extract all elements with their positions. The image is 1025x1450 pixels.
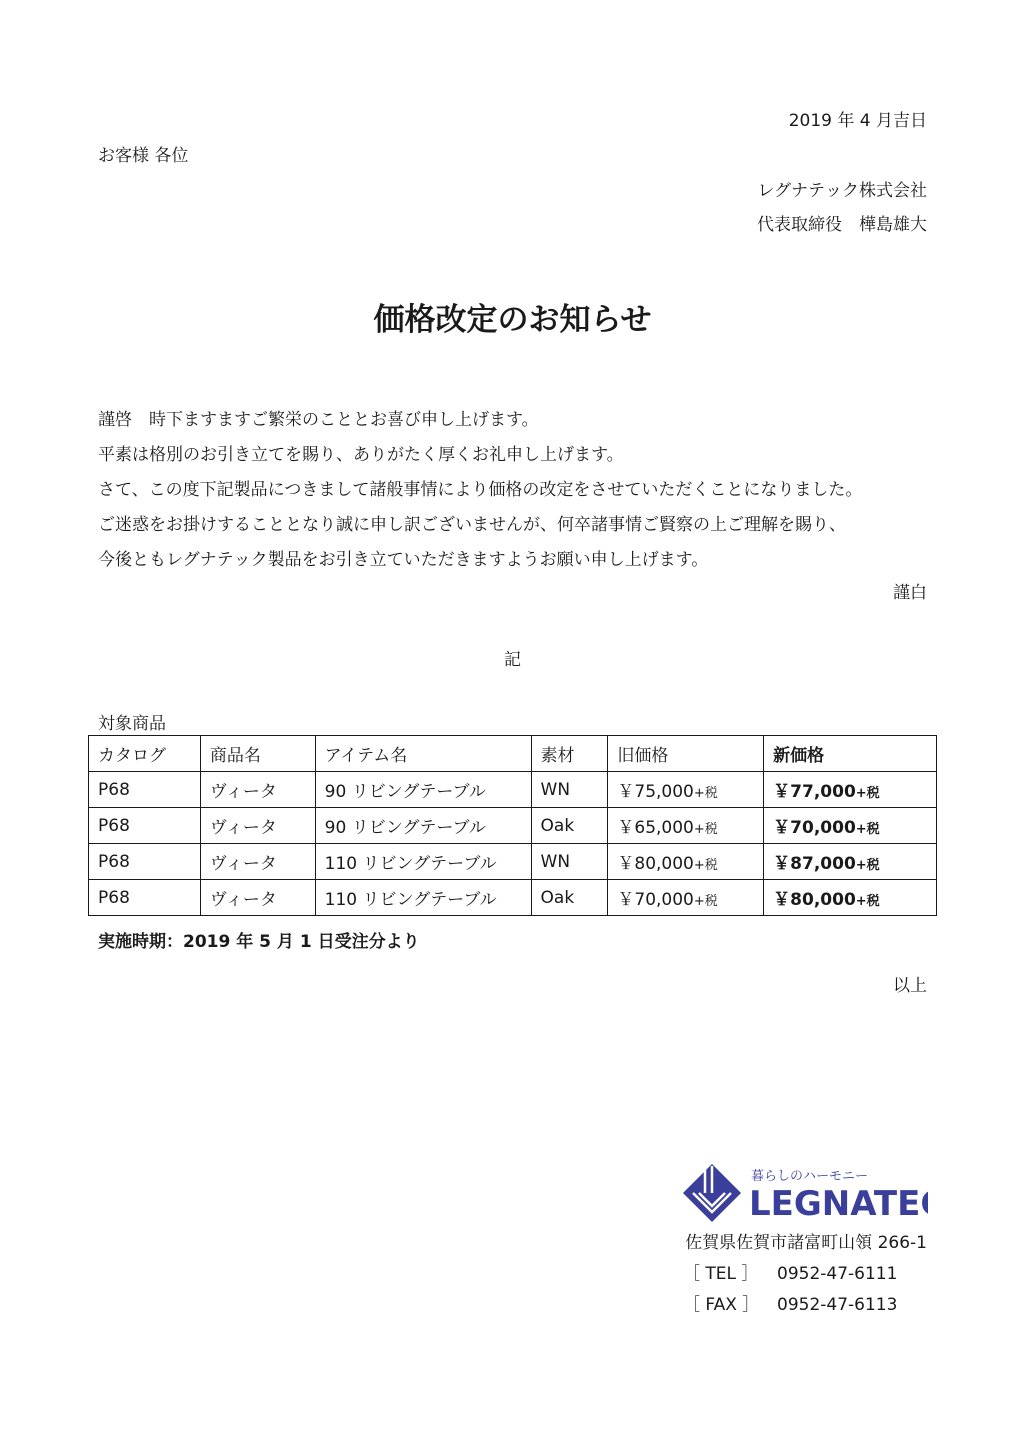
material-cell: Oak	[531, 880, 608, 916]
implementation-date: 実施時期：2019 年 5 月 1 日受注分より	[98, 932, 420, 952]
header-product: 商品名	[200, 736, 315, 772]
catalog-cell: P68	[89, 880, 201, 916]
old-price-cell	[608, 844, 764, 880]
table-row	[89, 772, 937, 808]
catalog-cell: P68	[89, 808, 201, 844]
new-price-cell	[764, 772, 937, 808]
closing-ijou: 以上	[893, 976, 927, 996]
tax-suffix: +税	[693, 786, 718, 801]
item-cell: 110 リビングテーブル	[315, 880, 531, 916]
product-cell: ヴィータ	[200, 808, 315, 844]
fax-line	[683, 1290, 897, 1315]
sender-company: レグナテック株式会社	[757, 181, 927, 201]
new-price: ￥87,000	[773, 854, 856, 874]
table-header-row	[89, 736, 937, 772]
product-cell: ヴィータ	[200, 880, 315, 916]
tel-line	[683, 1259, 897, 1284]
closing-keihaku: 謹白	[893, 583, 927, 603]
header-new-price: 新価格	[764, 736, 937, 772]
table-row	[89, 844, 937, 880]
legnatec-logo-icon	[683, 1160, 928, 1230]
body-line: 今後ともレグナテック製品をお引き立ていただきますようお願い申し上げます。	[98, 550, 709, 570]
body-line: さて、この度下記製品につきまして諸般事情により価格の改定をさせていただくことになりました。	[98, 480, 863, 500]
table-row	[89, 808, 937, 844]
header-item: アイテム名	[315, 736, 531, 772]
header-catalog: カタログ	[89, 736, 201, 772]
recipient: お客様 各位	[98, 146, 189, 166]
catalog-cell: P68	[89, 844, 201, 880]
table-row	[89, 880, 937, 916]
body-line: ご迷惑をお掛けすることとなり誠に申し訳ございませんが、何卒諸事情ご賢察の上ご理解を賜り、	[98, 515, 846, 535]
material-cell: Oak	[531, 808, 608, 844]
old-price: ￥70,000	[617, 890, 694, 910]
item-cell: 90 リビングテーブル	[315, 772, 531, 808]
tax-suffix: +税	[855, 822, 880, 837]
header-material: 素材	[531, 736, 608, 772]
product-cell: ヴィータ	[200, 772, 315, 808]
fax-number: 0952-47-6113	[777, 1295, 898, 1315]
body-line: 平素は格別のお引き立てを賜り、ありがたく厚くお礼申し上げます。	[98, 445, 624, 465]
material-cell: WN	[531, 844, 608, 880]
material-cell: WN	[531, 772, 608, 808]
tax-suffix: +税	[855, 786, 880, 801]
old-price: ￥80,000	[617, 854, 694, 874]
tax-suffix: +税	[855, 858, 880, 873]
item-cell: 90 リビングテーブル	[315, 808, 531, 844]
catalog-cell: P68	[89, 772, 201, 808]
logo-name: LEGNATEC	[749, 1184, 928, 1224]
old-price-cell	[608, 772, 764, 808]
new-price: ￥70,000	[773, 818, 856, 838]
header-old-price: 旧価格	[608, 736, 764, 772]
new-price-cell	[764, 808, 937, 844]
fax-label: ［ FAX ］	[683, 1295, 760, 1315]
sender-representative: 代表取締役 樺島雄大	[757, 215, 927, 235]
item-cell: 110 リビングテーブル	[315, 844, 531, 880]
tax-suffix: +税	[855, 894, 880, 909]
new-price: ￥77,000	[773, 782, 856, 802]
old-price-cell	[608, 808, 764, 844]
tel-label: ［ TEL ］	[683, 1264, 759, 1284]
old-price: ￥75,000	[617, 782, 694, 802]
tax-suffix: +税	[693, 822, 718, 837]
tax-suffix: +税	[693, 858, 718, 873]
ki-heading: 記	[504, 650, 521, 670]
old-price: ￥65,000	[617, 818, 694, 838]
target-products-label: 対象商品	[98, 714, 166, 734]
product-cell: ヴィータ	[200, 844, 315, 880]
old-price-cell	[608, 880, 764, 916]
new-price: ￥80,000	[773, 890, 856, 910]
new-price-cell	[764, 844, 937, 880]
tax-suffix: +税	[693, 894, 718, 909]
document-title: 価格改定のお知らせ	[373, 302, 652, 338]
tel-number: 0952-47-6111	[777, 1264, 898, 1284]
body-line: 謹啓 時下ますますご繁栄のこととお喜び申し上げます。	[98, 410, 539, 430]
company-address: 佐賀県佐賀市諸富町山領 266-1	[685, 1233, 927, 1253]
price-table	[88, 735, 937, 916]
new-price-cell	[764, 880, 937, 916]
company-logo	[683, 1160, 928, 1230]
logo-tagline: 暮らしのハーモニー	[751, 1169, 869, 1184]
document-date: 2019 年 4 月吉日	[788, 111, 927, 131]
